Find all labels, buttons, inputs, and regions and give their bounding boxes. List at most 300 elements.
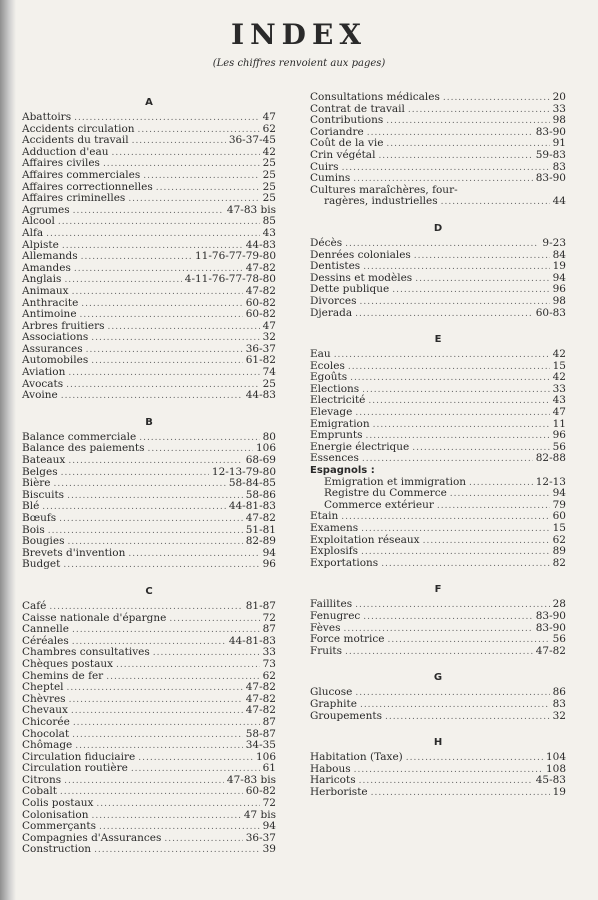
entry-term: Elections	[310, 382, 360, 395]
entry-pages: 42	[552, 348, 566, 361]
dot-leader	[415, 274, 549, 286]
entry-term: Graphite	[310, 697, 357, 710]
entry-pages: 47-83 bis	[226, 773, 276, 786]
entry-pages: 44-83	[245, 238, 276, 251]
entry-term: Chômage	[22, 739, 73, 752]
book-spine-shadow	[0, 0, 16, 900]
entry-term: Ecoles	[310, 359, 345, 372]
entry-term: Abattoirs	[22, 111, 72, 123]
entry-pages: 47-82	[535, 644, 566, 657]
index-section	[310, 92, 566, 208]
entry-term: Faillites	[310, 598, 353, 611]
entry-pages: 108	[545, 762, 566, 775]
entry-pages: 58-86	[245, 488, 276, 501]
dot-leader	[423, 536, 550, 548]
entry-term: Eau	[310, 348, 331, 361]
index-entry	[310, 407, 566, 419]
index-section	[310, 669, 566, 722]
dot-leader	[61, 391, 243, 403]
entry-term: Coriandre	[310, 125, 364, 138]
dot-leader	[386, 116, 549, 128]
index-entry	[310, 296, 566, 308]
entry-pages: 89	[552, 545, 566, 558]
index-section	[310, 734, 566, 798]
entry-term: Habous	[310, 762, 351, 775]
entry-term: Emigration et immigration	[324, 475, 467, 488]
index-entry	[310, 711, 566, 723]
entry-pages: 60-82	[245, 785, 276, 798]
entry-term: Explosifs	[310, 545, 359, 558]
index-entry	[22, 228, 276, 240]
entry-term: Affaires civiles	[22, 157, 100, 170]
dot-leader	[156, 183, 260, 195]
entry-term: Arbres fruitiers	[22, 319, 105, 332]
entry-pages: 59-83	[535, 148, 566, 161]
entry-term: Examens	[310, 522, 359, 534]
entry-term: Haricots	[310, 774, 356, 787]
index-entry	[22, 112, 276, 124]
index-entry	[22, 501, 276, 513]
dot-leader	[360, 297, 550, 309]
entry-pages: 34-35	[245, 739, 276, 752]
entry-term: Chèques postaux	[22, 657, 114, 670]
entry-pages: 33	[552, 102, 566, 115]
index-entry	[310, 453, 566, 465]
index-entry	[22, 390, 276, 402]
index-entry	[22, 548, 276, 560]
dot-leader	[138, 753, 253, 765]
entry-term: Circulation routière	[22, 762, 128, 775]
entry-term: Compagnies d'Assurances	[22, 831, 162, 844]
entry-term: Associations	[22, 331, 89, 344]
dot-leader	[414, 251, 550, 263]
dot-leader	[169, 614, 259, 626]
index-entry	[310, 150, 566, 162]
entry-pages: 83	[552, 160, 566, 173]
entry-pages: 62	[552, 533, 566, 546]
entry-term: Emprunts	[310, 429, 363, 442]
index-entry	[310, 558, 566, 570]
entry-term: Essences	[310, 452, 359, 465]
entry-term: Bière	[22, 477, 51, 490]
index-section	[22, 94, 276, 402]
entry-pages: 47	[262, 319, 276, 332]
entry-pages: 60-83	[535, 306, 566, 319]
entry-pages: 72	[262, 611, 276, 624]
dot-leader	[112, 148, 260, 160]
entry-pages: 42	[552, 371, 566, 384]
dot-leader	[387, 635, 549, 647]
entry-pages: 47-82	[245, 681, 276, 694]
entry-pages: 15	[552, 359, 566, 372]
index-column-right	[310, 92, 566, 811]
dot-leader	[91, 356, 243, 368]
dot-leader	[437, 501, 550, 513]
index-entry	[22, 216, 276, 228]
entry-term: Etain	[310, 510, 339, 523]
index-entry	[22, 309, 276, 321]
entry-term: Chambres consultatives	[22, 646, 150, 659]
dot-leader	[392, 285, 549, 297]
entry-pages: 84	[552, 248, 566, 261]
entry-term: Amandes	[22, 261, 71, 274]
entry-term: Emigration	[310, 417, 370, 430]
index-entry	[22, 205, 276, 217]
section-letter: G	[433, 672, 443, 684]
entry-pages: 61-82	[245, 354, 276, 367]
section-letter: C	[145, 585, 153, 597]
entry-term: Décès	[310, 236, 343, 249]
dot-leader	[67, 491, 243, 503]
entry-pages: 91	[552, 137, 566, 150]
entry-pages: 106	[255, 750, 276, 763]
entry-pages: 42	[262, 145, 276, 158]
dot-leader	[355, 309, 533, 321]
dot-leader	[48, 526, 243, 538]
entry-term: Divorces	[310, 294, 357, 307]
entry-term: Accidents circulation	[22, 122, 135, 135]
entry-term: Coût de la vie	[310, 137, 384, 150]
entry-pages: 44-83	[245, 389, 276, 402]
entry-term: Brevets d'invention	[22, 546, 126, 559]
entry-term: Dessins et modèles	[310, 271, 413, 284]
entry-pages: 47-82	[245, 512, 276, 524]
entry-pages: 47-82	[245, 261, 276, 274]
dot-leader	[68, 368, 259, 380]
entry-pages: 47	[262, 111, 276, 123]
index-section	[310, 331, 566, 569]
entry-term: Commerçants	[22, 820, 97, 833]
entry-term: Caisse nationale d'épargne	[22, 611, 167, 624]
entry-term: Antimoine	[22, 308, 77, 321]
dot-leader	[443, 93, 550, 105]
dot-leader	[61, 468, 209, 480]
entry-term: Aviation	[22, 366, 66, 379]
dot-leader	[164, 834, 242, 846]
dot-leader	[73, 206, 224, 218]
dot-leader	[355, 688, 549, 700]
dot-leader	[108, 322, 260, 334]
entry-term: Energie électrique	[310, 440, 410, 453]
entry-term: Bœufs	[22, 512, 57, 524]
dot-leader	[350, 373, 550, 385]
entry-pages: 98	[552, 294, 566, 307]
dot-leader	[139, 433, 259, 445]
index-entry	[22, 193, 276, 205]
section-letter: F	[434, 584, 442, 596]
entry-pages: 25	[262, 157, 276, 170]
dot-leader	[367, 128, 533, 140]
entry-pages: 43	[262, 226, 276, 239]
dot-leader	[73, 718, 260, 730]
index-section	[310, 220, 566, 319]
entry-term: Belges	[22, 465, 58, 478]
entry-pages: 96	[552, 429, 566, 442]
dot-leader	[359, 776, 533, 788]
dot-leader	[46, 229, 260, 241]
dot-leader	[106, 672, 259, 684]
entry-pages: 60-82	[245, 296, 276, 309]
dot-leader	[91, 811, 240, 823]
entry-pages: 98	[552, 114, 566, 127]
entry-pages: 82-89	[245, 535, 276, 548]
index-entry	[22, 740, 276, 752]
dot-leader	[116, 660, 260, 672]
dot-leader	[58, 217, 260, 229]
dot-leader	[469, 478, 533, 490]
entry-term: Cheptel	[22, 681, 64, 694]
entry-term: Accidents du travail	[22, 134, 129, 147]
dot-leader	[355, 600, 550, 612]
entry-term: Bougies	[22, 535, 65, 548]
entry-term: Cannelle	[22, 623, 69, 636]
entry-pages: 61	[262, 762, 276, 775]
entry-term: Djerada	[310, 306, 353, 319]
entry-pages: 25	[262, 168, 276, 181]
dot-leader	[378, 151, 532, 163]
dot-leader	[450, 489, 550, 501]
entry-pages: 94	[552, 271, 566, 284]
entry-pages: 20	[552, 91, 566, 103]
entry-term: Crin végétal	[310, 148, 376, 161]
page-title: INDEX	[230, 18, 368, 51]
entry-term: Biscuits	[22, 488, 65, 501]
dot-leader	[86, 345, 243, 357]
index-entry	[310, 361, 566, 373]
entry-term: Denrées coloniales	[310, 248, 411, 261]
entry-pages: 25	[262, 377, 276, 390]
entry-pages: 47	[552, 406, 566, 419]
dot-leader	[373, 420, 550, 432]
dot-leader	[371, 788, 550, 800]
entry-term: Colonisation	[22, 808, 89, 821]
entry-term: Céréales	[22, 634, 69, 647]
entry-term: Bois	[22, 523, 45, 536]
entry-pages: 4-11-76-77-78-80	[184, 273, 276, 286]
dot-leader	[361, 547, 550, 559]
dot-leader	[386, 139, 549, 151]
entry-term: Registre du Commerce	[324, 487, 447, 500]
entry-pages: 80	[262, 430, 276, 443]
entry-term: Anthracite	[22, 296, 79, 309]
entry-term: Balance des paiements	[22, 442, 145, 455]
entry-pages: 79	[552, 498, 566, 511]
entry-pages: 87	[262, 623, 276, 636]
entry-pages: 44	[552, 195, 566, 208]
entry-term: Cuirs	[310, 160, 339, 173]
dot-leader	[71, 706, 243, 718]
entry-term: Consultations médicales	[310, 91, 440, 103]
index-entry	[310, 611, 566, 623]
dot-leader	[72, 730, 243, 742]
entry-term: Chicorée	[22, 715, 70, 728]
entry-term: ragères, industrielles	[324, 195, 438, 208]
entry-pages: 25	[262, 180, 276, 193]
index-entry	[310, 699, 566, 711]
index-entry	[310, 349, 566, 361]
entry-pages: 68-69	[245, 454, 276, 467]
entry-pages: 94	[262, 820, 276, 833]
dot-leader	[363, 612, 532, 624]
entry-term: Contrat de travail	[310, 102, 405, 115]
entry-term: Egoûts	[310, 371, 348, 384]
entry-term: Force motrice	[310, 633, 385, 646]
entry-pages: 82-88	[535, 452, 566, 465]
entry-term: Automobiles	[22, 354, 89, 367]
entry-term: Bateaux	[22, 454, 66, 467]
section-letter: A	[145, 97, 153, 108]
entry-term: Café	[22, 599, 47, 612]
entry-term: Dentistes	[310, 260, 361, 273]
index-section	[310, 581, 566, 657]
dot-leader	[348, 362, 550, 374]
index-entry	[310, 634, 566, 646]
entry-pages: 62	[262, 122, 276, 135]
entry-term: Agrumes	[22, 203, 70, 216]
entry-pages: 36-37-45	[228, 134, 276, 147]
index-section	[22, 414, 276, 571]
entry-pages: 28	[552, 598, 566, 611]
entry-term: Circulation fiduciaire	[22, 750, 136, 763]
dot-leader	[67, 683, 243, 695]
entry-pages: 58-87	[245, 727, 276, 740]
entry-term: Fenugrec	[310, 609, 361, 622]
index-entry	[22, 379, 276, 391]
dot-leader	[59, 514, 243, 526]
dot-leader	[360, 700, 550, 712]
entry-term: Construction	[22, 843, 92, 856]
entry-pages: 82	[552, 556, 566, 569]
entry-pages: 19	[552, 785, 566, 798]
dot-leader	[368, 396, 549, 408]
entry-pages: 39	[262, 843, 276, 856]
dot-leader	[354, 765, 543, 777]
index-entry	[310, 196, 566, 208]
entry-term: Balance commerciale	[22, 430, 137, 443]
index-entry	[22, 798, 276, 810]
entry-pages: 60-82	[245, 308, 276, 321]
entry-term: Blé	[22, 500, 40, 513]
entry-pages: 47-82	[245, 692, 276, 705]
entry-term: Espagnols :	[310, 465, 375, 477]
entry-term: Commerce extérieur	[324, 498, 434, 511]
entry-pages: 94	[262, 546, 276, 559]
dot-leader	[345, 647, 533, 659]
entry-term: Animaux	[22, 284, 69, 297]
dot-leader	[54, 479, 226, 491]
entry-pages: 62	[262, 669, 276, 682]
entry-pages: 83-90	[535, 609, 566, 622]
entry-term: Cultures maraîchères, four-	[310, 183, 458, 196]
entry-pages: 44-81-83	[228, 500, 276, 513]
entry-term: Chocolat	[22, 727, 70, 740]
dot-leader	[69, 695, 243, 707]
dot-leader	[81, 299, 242, 311]
index-entry	[22, 170, 276, 182]
page-subtitle: (Les chiffres renvoient aux pages)	[212, 58, 386, 69]
entry-term: Herboriste	[310, 785, 368, 798]
dot-leader	[128, 549, 259, 561]
dot-leader	[64, 776, 224, 788]
entry-pages: 33	[262, 646, 276, 659]
entry-pages: 12-13	[535, 475, 566, 488]
entry-pages: 15	[552, 522, 566, 534]
entry-pages: 104	[545, 751, 566, 764]
entry-pages: 86	[552, 686, 566, 699]
index-entry	[22, 717, 276, 729]
dot-leader	[94, 845, 260, 857]
index-entry	[310, 465, 566, 477]
dot-leader	[153, 648, 260, 660]
index-entry	[22, 844, 276, 856]
entry-pages: 58-84-85	[228, 477, 276, 490]
entry-term: Affaires correctionnelles	[22, 180, 153, 193]
index-entry	[310, 752, 566, 764]
entry-term: Groupements	[310, 709, 382, 722]
entry-term: Chèvres	[22, 692, 66, 705]
index-entry	[310, 523, 566, 535]
entry-term: Colis postaux	[22, 797, 94, 810]
index-entry	[22, 775, 276, 787]
section-letter: B	[145, 416, 153, 428]
entry-pages: 72	[262, 797, 276, 810]
entry-term: Habitation (Taxe)	[310, 751, 403, 764]
entry-pages: 83	[552, 697, 566, 710]
entry-pages: 56	[552, 633, 566, 646]
entry-pages: 47-83 bis	[226, 203, 276, 216]
entry-term: Alfa	[22, 226, 44, 239]
index-entry	[22, 455, 276, 467]
entry-term: Electricité	[310, 394, 366, 407]
entry-term: Affaires criminelles	[22, 192, 126, 205]
entry-pages: 83-90	[535, 125, 566, 138]
entry-pages: 47-82	[245, 284, 276, 297]
entry-term: Dette publique	[310, 283, 390, 296]
dot-leader	[362, 385, 549, 397]
entry-term: Citrons	[22, 773, 62, 786]
section-letter: E	[434, 334, 442, 346]
entry-term: Avoine	[22, 389, 58, 402]
dot-leader	[406, 753, 543, 765]
entry-pages: 56	[552, 440, 566, 453]
dot-leader	[91, 333, 259, 345]
entry-pages: 12-13-79-80	[211, 465, 276, 478]
entry-term: Fruits	[310, 644, 343, 657]
entry-term: Fèves	[310, 621, 341, 634]
entry-term: Elevage	[310, 406, 353, 419]
dot-leader	[441, 197, 550, 209]
entry-pages: 25	[262, 192, 276, 205]
entry-pages: 32	[552, 709, 566, 722]
index-entry	[310, 308, 566, 320]
index-entry	[22, 624, 276, 636]
dot-leader	[143, 171, 259, 183]
entry-pages: 11	[552, 417, 566, 430]
entry-pages: 85	[262, 215, 276, 228]
dot-leader	[42, 502, 226, 514]
entry-pages: 96	[552, 283, 566, 296]
dot-leader	[341, 512, 549, 524]
entry-pages: 47-82	[245, 704, 276, 717]
index-section	[22, 583, 276, 856]
entry-term: Budget	[22, 558, 61, 571]
index-entry	[22, 513, 276, 525]
entry-term: Assurances	[22, 342, 83, 355]
dot-leader	[362, 454, 533, 466]
dot-leader	[96, 799, 259, 811]
index-entry	[310, 92, 566, 104]
dot-leader	[408, 105, 550, 117]
